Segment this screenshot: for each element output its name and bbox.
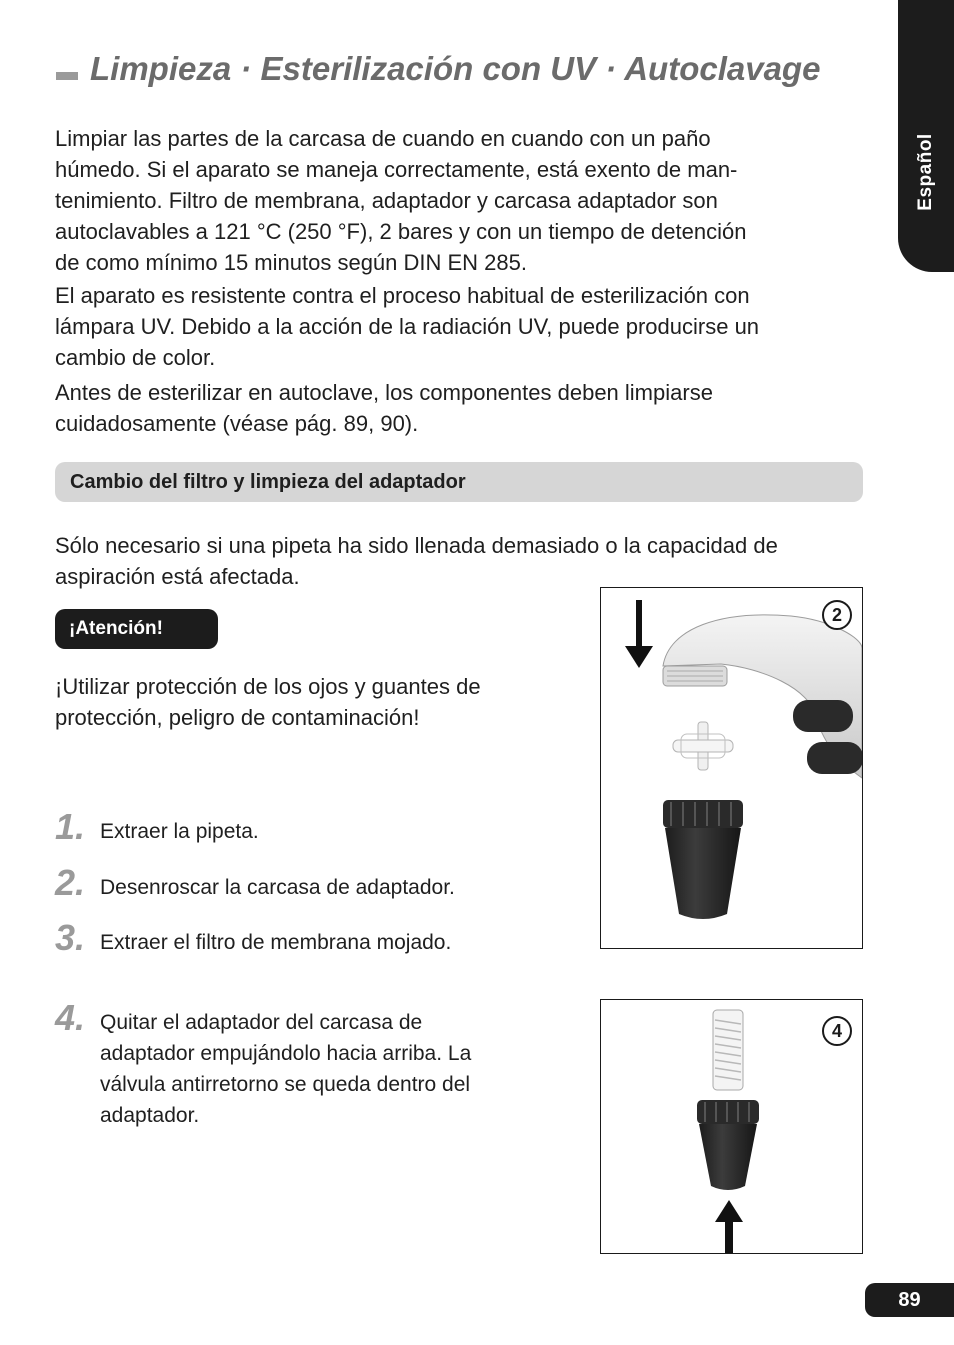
figure-step-2-illustration xyxy=(601,588,862,948)
check-valve-illustration xyxy=(713,1010,743,1090)
warning-text: ¡Utilizar protección de los ojos y guantes de protección, peligro de contaminación! xyxy=(55,674,481,730)
section-heading-bar xyxy=(55,462,863,502)
language-tab-label: Español xyxy=(915,133,936,211)
intro-paragraph-3: Antes de esterilizar en autoclave, los componentes deben limpiarse cuidadosamente (véase pág. 89, 90). xyxy=(55,380,713,436)
step-number: 2. xyxy=(55,862,86,903)
adapter-illustration xyxy=(697,1100,759,1190)
adapter-housing-illustration xyxy=(663,800,743,919)
necessity-paragraph: Sólo necesario si una pipeta ha sido llenada demasiado o la capacidad de aspiración está afectada. xyxy=(55,533,778,589)
section-heading: Cambio del filtro y limpieza del adaptador xyxy=(70,471,466,493)
figure-step-2 xyxy=(600,587,863,949)
intro-paragraph-1: Limpiar las partes de la carcasa de cuando en cuando con un paño húmedo. Si el aparato se maneja correctamente, está exento de man- tenimiento. Filtro de membrana, adaptador y carcasa adaptador son autoclavables a 121 °C (250 °F), 2 bares y con un tiempo de detención de como mínimo 15 minutos según DIN EN 285. xyxy=(55,126,747,275)
page-title: Limpieza · Esterilización con UV · Autoclavage xyxy=(90,50,821,87)
page-header xyxy=(56,50,820,88)
intro-paragraph-2: El aparato es resistente contra el proceso habitual de esterilización con lámpara UV. Debido a la acción de la radiación UV, puede producirse un cambio de color. xyxy=(55,283,760,370)
step-number: 3. xyxy=(55,917,86,958)
up-arrow-icon xyxy=(715,1200,743,1253)
down-arrow-icon xyxy=(625,600,653,668)
title-marker xyxy=(56,72,78,80)
warning-badge xyxy=(55,609,218,649)
step-text: Extraer el filtro de membrana mojado. xyxy=(100,931,452,954)
warning-label: ¡Atención! xyxy=(69,618,163,639)
figure-badge: 2 xyxy=(822,600,852,630)
step-number: 4. xyxy=(55,997,86,1038)
membrane-filter-illustration xyxy=(673,722,733,770)
language-tab xyxy=(898,0,954,272)
pipette-head-illustration xyxy=(663,615,862,778)
figure-step-4 xyxy=(600,999,863,1254)
step-number: 1. xyxy=(55,806,86,847)
page-number: 89 xyxy=(865,1283,954,1317)
step-text: Extraer la pipeta. xyxy=(100,820,259,843)
figure-badge: 4 xyxy=(822,1016,852,1046)
step-text: Quitar el adaptador del carcasa de adaptador empujándolo hacia arriba. La válvula antirretorno se queda dentro del adaptador. xyxy=(100,1011,472,1127)
step-text: Desenroscar la carcasa de adaptador. xyxy=(100,876,455,899)
